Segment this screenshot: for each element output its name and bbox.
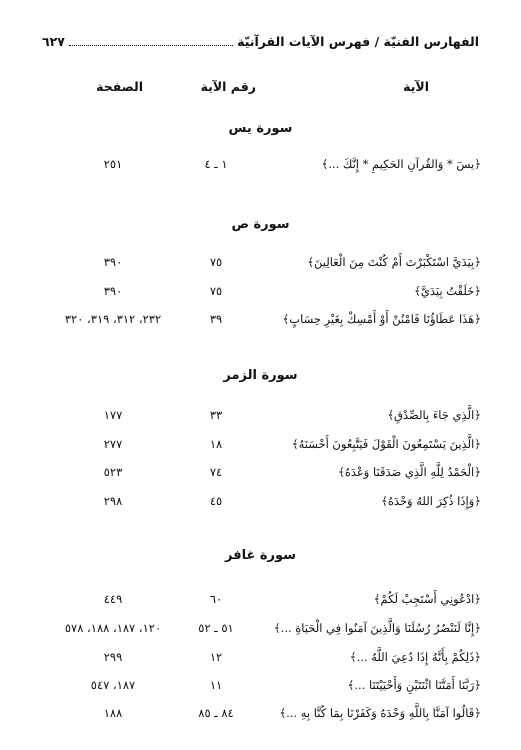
page-refs: ٣٩٠ [103,284,123,298]
verse-number: ١٨ [209,437,223,451]
verse-text: ﴿يسٓ * وَالقُرآنِ الحَكِيمِ * إِنَّكَ ...﴾ [321,157,481,171]
running-head-title: الفهارس الفنيّة / فهرس الآيات القرآنيّة [237,34,479,49]
leader-dots [69,36,233,46]
running-head [42,34,479,49]
verse-text: ﴿هَذَا عَطَاؤُنَا فَامْنُنْ أَوْ أَمْسِكْ بِغَيْرِ حِسَابٍ﴾ [282,312,481,326]
page-refs: ٢٥١ [103,157,123,171]
column-header-verse: الآية [403,79,429,94]
page-refs: ٣٩٠ [103,255,123,269]
verse-number: ٧٥ [209,284,223,298]
verse-number: ٧٤ [209,465,223,479]
page-refs: ٤٤٩ [103,592,123,606]
page-refs: ٢٣٢، ٣١٢، ٣١٩، ٣٢٠ [64,312,162,326]
page-refs: ١٢٠، ١٨٧، ١٨٨، ٥٧٨ [64,621,162,635]
verse-number: ٧٥ [209,255,223,269]
page-number: ٦٢٧ [42,34,65,49]
verse-text: ﴿رَبَّنَا أَمَتَّنَا اثْنَتَيْنِ وَأَحْيَيْتَنَا ...﴾ [347,678,481,692]
page-refs: ٥٢٣ [103,465,123,479]
page-refs: ٢٩٩ [103,650,123,664]
index-row [0,492,521,514]
surah-title: سورة يس [228,121,293,136]
index-row [0,676,521,698]
index-row [0,648,521,670]
page-refs: ٢٩٨ [103,494,123,508]
verse-text: ﴿الَّذِينَ يَسْتَمِعُونَ الْقَوْلَ فَيَتَّبِعُونَ أَحْسَنَهُ﴾ [291,437,481,451]
index-row [0,406,521,428]
surah-title: سورة ص [231,217,290,232]
verse-number: ٤٥ [209,494,223,508]
index-row [0,590,521,612]
page-refs: ٢٧٧ [103,437,123,451]
surah-title: سورة غافر [225,548,296,563]
surah-title: سورة الزمر [223,368,298,383]
index-row [0,310,521,332]
verse-text: ﴿بِيَدَيَّ اسْتَكْبَرْتَ أَمْ كُنْتَ مِنَ الْعَالِينَ﴾ [307,255,481,269]
column-header-verse-number: رقم الآية [200,79,256,94]
verse-number: ٣٩ [209,312,223,326]
verse-text: ﴿ذَلِكُمْ بِأَنَّهُ إِذَا دُعِيَ اللَّهُ ...﴾ [349,650,481,664]
verse-number: ١٢ [209,650,223,664]
index-row [0,619,521,641]
page-refs: ١٨٧، ٥٤٧ [90,678,136,692]
verse-text: ﴿الْحَمْدُ لِلَّهِ الَّذِي صَدَقَنَا وَعْدَهُ﴾ [338,465,481,479]
verse-text: ﴿قَالُوا آمَنَّا بِاللَّهِ وَحْدَهُ وَكَفَرْنَا بِمَا كُنَّا بِهِ ...﴾ [279,706,481,720]
page-refs: ١٨٨ [103,706,123,720]
index-row [0,435,521,457]
index-row [0,253,521,275]
verse-text: ﴿وَإِذَا ذُكِرَ اللهُ وَحْدَهُ﴾ [381,494,481,508]
column-header-page: الصفحة [96,79,143,94]
verse-text: ﴿خَلَقْتُ بِيَدَيَّ﴾ [414,284,481,298]
verse-number: ٦٠ [209,592,223,606]
index-row [0,704,521,726]
verse-text: ﴿ادْعُونِي أَسْتَجِبْ لَكُمْ﴾ [373,592,481,606]
page-refs: ١٧٧ [103,408,123,422]
verse-number: ١١ [209,678,223,692]
verse-number: ٨٤ ـ ٨٥ [198,706,234,720]
index-row [0,282,521,304]
verse-number: ١ ـ ٤ [204,157,228,171]
verse-text: ﴿الَّذِي جَاءَ بِالصِّدْقِ﴾ [387,408,481,422]
verse-number: ٣٣ [209,408,223,422]
verse-number: ٥١ ـ ٥٢ [198,621,234,635]
verse-text: ﴿إِنَّا لَنَنْصُرُ رُسُلَنَا وَالَّذِينَ آمَنُوا فِي الْحَيَاةِ ...﴾ [273,621,481,635]
index-row [0,463,521,485]
index-row [0,155,521,177]
